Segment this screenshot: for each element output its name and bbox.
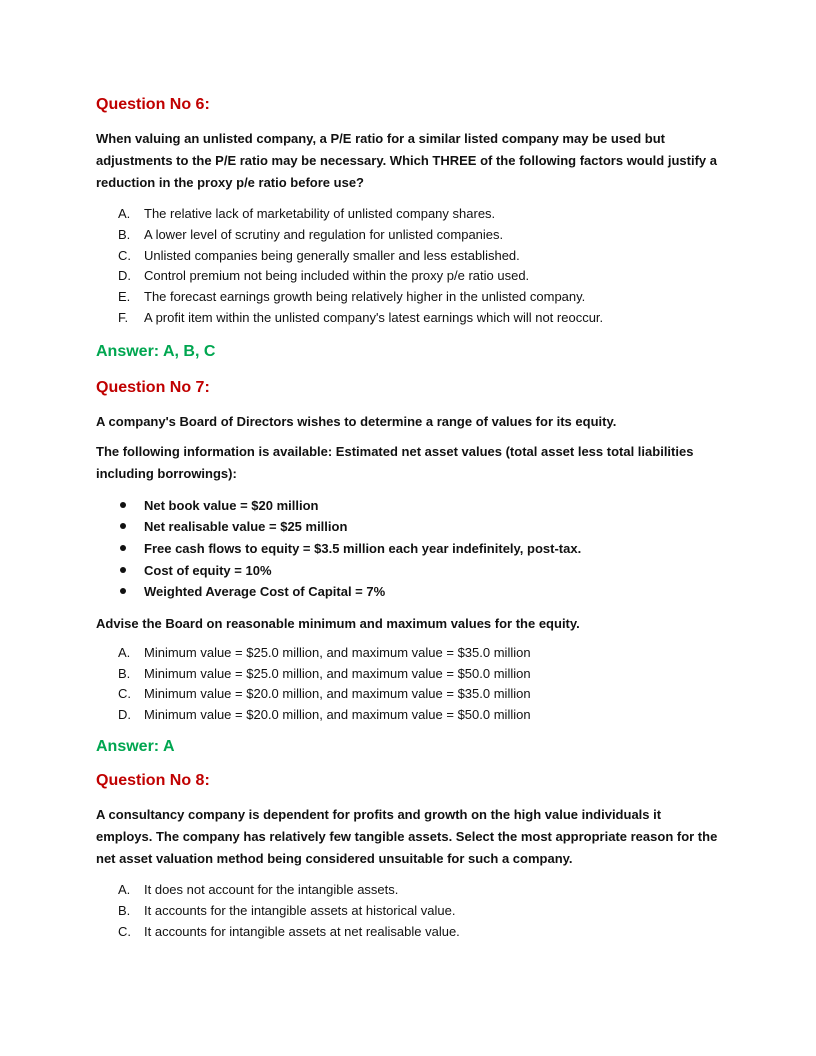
option-item: B. A lower level of scrutiny and regulation for unlisted companies. xyxy=(118,226,504,242)
bullet-item: Weighted Average Cost of Capital = 7% xyxy=(96,581,720,603)
document-page xyxy=(96,94,720,942)
question-8-heading: Question No 8: xyxy=(96,771,210,789)
option-item: E. The forecast earnings growth being relatively higher in the unlisted company. xyxy=(118,289,586,305)
option-item: B. It accounts for the intangible assets at historical value. xyxy=(118,902,456,918)
option-item: D. Control premium not being included within the proxy p/e ratio used. xyxy=(118,268,530,284)
option-item: F. A profit item within the unlisted company's latest earnings which will not reoccur. xyxy=(118,309,604,325)
question-7-prompt: Advise the Board on reasonable minimum and maximum values for the equity. xyxy=(96,615,580,631)
bullet-icon xyxy=(120,567,126,573)
option-item: C. Minimum value = $20.0 million, and maximum value = $35.0 million xyxy=(118,686,531,702)
option-item: D. Minimum value = $20.0 million, and maximum value = $50.0 million xyxy=(118,707,531,723)
question-6-text: When valuing an unlisted company, a P/E ratio for a similar listed company may be used but adjustments to the P/E ratio may be necessary. Which THREE of the following factors would justify a reduction in the proxy p/e ratio before use? xyxy=(96,131,717,190)
question-7-options xyxy=(96,643,720,726)
option-item: B. Minimum value = $25.0 million, and maximum value = $50.0 million xyxy=(118,665,531,681)
question-7-text: A company's Board of Directors wishes to determine a range of values for its equity. xyxy=(96,413,617,429)
bullet-item: Free cash flows to equity = $3.5 million each year indefinitely, post-tax. xyxy=(96,538,720,560)
question-7-bullets xyxy=(96,495,720,603)
question-6-answer: Answer: A, B, C xyxy=(96,342,216,360)
question-6-heading: Question No 6: xyxy=(96,96,210,113)
question-7-heading: Question No 7: xyxy=(96,378,210,396)
question-8-options xyxy=(96,880,720,942)
option-item: A. It does not account for the intangible assets. xyxy=(118,881,399,897)
option-item: C. It accounts for intangible assets at net realisable value. xyxy=(118,923,460,939)
bullet-icon xyxy=(120,523,126,529)
question-7-info: The following information is available: Estimated net asset values (total asset less total liabilities including borrowings): xyxy=(96,443,694,481)
bullet-item: Cost of equity = 10% xyxy=(96,560,720,582)
option-item: A. Minimum value = $25.0 million, and maximum value = $35.0 million xyxy=(118,644,531,660)
bullet-icon xyxy=(120,588,126,594)
question-6-options xyxy=(96,204,720,329)
option-item: C. Unlisted companies being generally smaller and less established. xyxy=(118,247,520,263)
bullet-icon xyxy=(120,502,126,508)
option-item: A. The relative lack of marketability of unlisted company shares. xyxy=(118,206,496,221)
bullet-item: Net book value = $20 million xyxy=(96,495,720,517)
question-8-text: A consultancy company is dependent for profits and growth on the high value individuals it employs. The company has relatively few tangible assets. Select the most appropriate reason for the net asset valuation method being considered unsuitable for such a company. xyxy=(96,806,718,866)
question-7-answer: Answer: A xyxy=(96,737,175,755)
bullet-icon xyxy=(120,545,126,551)
bullet-item: Net realisable value = $25 million xyxy=(96,516,720,538)
